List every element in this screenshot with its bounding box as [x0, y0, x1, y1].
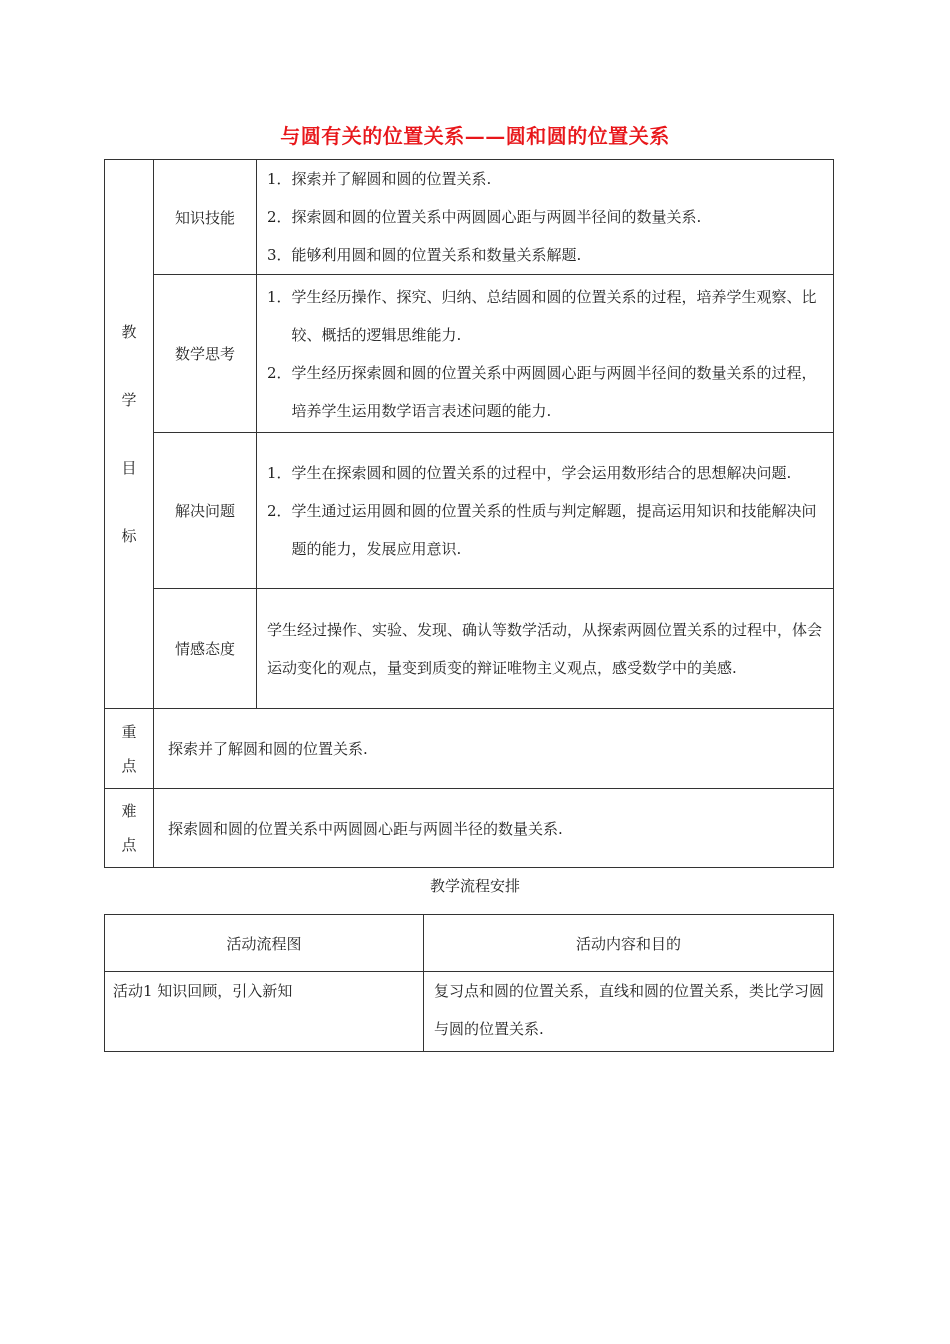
page-title: 与圆有关的位置关系——圆和圆的位置关系 [280, 124, 670, 148]
difficulty-label: 难 点 [105, 789, 154, 868]
list-item: 2． 学生通过运用圆和圆的位置关系的性质与判定解题，提高运用知识和技能解决问题的能力，发展应用意识. [267, 501, 817, 558]
list-item: 2． 学生经历探索圆和圆的位置关系中两圆圆心距与两圆半径间的数量关系的过程，培养学生运用数学语言表述问题的能力. [267, 363, 817, 420]
goal-content-math-thinking [257, 275, 834, 433]
teaching-flow-table [104, 914, 834, 1052]
teaching-goals-label: 教 学 目 标 [105, 160, 154, 709]
list-item: 1． 探索并了解圆和圆的位置关系. [267, 170, 492, 188]
goal-label-math-thinking: 数学思考 [154, 275, 257, 433]
teaching-goals-table [104, 159, 834, 868]
goal-label-knowledge: 知识技能 [154, 160, 257, 275]
flow-header-content: 活动内容和目的 [424, 915, 834, 972]
list-item: 2． 探索圆和圆的位置关系中两圆圆心距与两圆半径间的数量关系. [267, 208, 702, 226]
goal-content-attitude: 学生经过操作、实验、发现、确认等数学活动，从探索两圆位置关系的过程中，体会运动变化的观点，量变到质变的辩证唯物主义观点，感受数学中的美感. [257, 589, 834, 709]
list-item: 1． 学生在探索圆和圆的位置关系的过程中，学会运用数形结合的思想解决问题. [267, 463, 792, 482]
table-row [105, 972, 834, 1052]
flow-header-activity: 活动流程图 [105, 915, 424, 972]
list-item: 3． 能够利用圆和圆的位置关系和数量关系解题. [267, 246, 582, 264]
difficulty-content: 探索圆和圆的位置关系中两圆圆心距与两圆半径的数量关系. [154, 789, 834, 868]
flow-section-title: 教学流程安排 [429, 877, 520, 895]
flow-content-cell: 复习点和圆的位置关系，直线和圆的位置关系，类比学习圆与圆的位置关系. [424, 972, 834, 1052]
list-item: 1． 学生经历操作、探究、归纳、总结圆和圆的位置关系的过程，培养学生观察、比较、概括的逻辑思维能力. [267, 287, 817, 344]
key-point-content: 探索并了解圆和圆的位置关系. [154, 709, 834, 789]
flow-activity-cell: 活动1 知识回顾，引入新知 [105, 972, 424, 1052]
key-point-label: 重 点 [105, 709, 154, 789]
goal-label-attitude: 情感态度 [154, 589, 257, 709]
goal-content-problem-solving [257, 433, 834, 589]
goal-label-problem-solving: 解决问题 [154, 433, 257, 589]
goal-content-knowledge [257, 160, 834, 275]
